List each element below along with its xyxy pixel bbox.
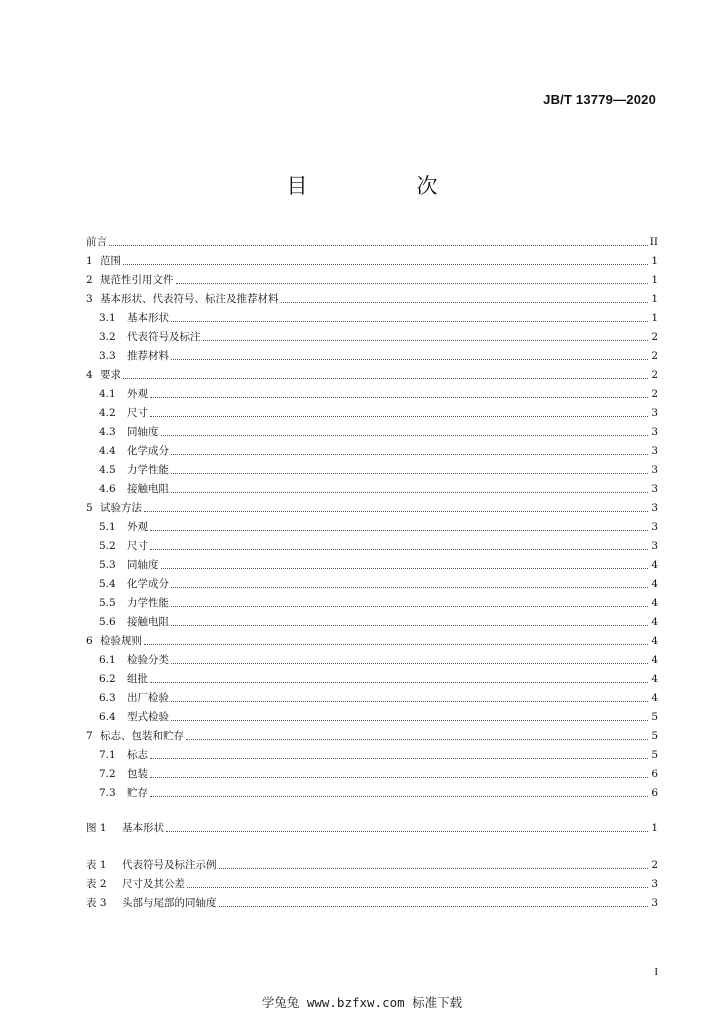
toc-title: 目 次: [286, 174, 482, 198]
entry-label: 外观: [127, 388, 148, 400]
dot-leader: [219, 867, 649, 869]
table-of-contents: [86, 230, 658, 910]
entry-label: 代表符号及标注示例: [122, 859, 217, 871]
entry-page: 4: [651, 578, 658, 590]
entry-label: 型式检验: [127, 711, 169, 723]
entry-label: 范围: [100, 255, 121, 267]
entry-number: 7: [86, 730, 93, 742]
entry-page: 3: [651, 897, 658, 909]
entry-number: 表 1: [86, 859, 107, 871]
entry-page: 4: [651, 673, 658, 685]
entry-label: 检验分类: [127, 654, 169, 666]
spacer: [86, 835, 658, 853]
toc-entry[interactable]: [86, 743, 658, 762]
entry-page: 3: [651, 540, 658, 552]
entry-number: 7.1: [99, 749, 116, 761]
toc-entry[interactable]: [86, 762, 658, 781]
entry-page: 3: [651, 521, 658, 533]
entry-number: 3.3: [99, 350, 116, 362]
toc-entry[interactable]: [86, 268, 658, 287]
entry-number: 6.2: [99, 673, 116, 685]
entry-label: 接触电阻: [127, 616, 169, 628]
entry-label: 化学成分: [127, 445, 169, 457]
toc-entry[interactable]: [86, 534, 658, 553]
toc-entry[interactable]: [86, 325, 658, 344]
entry-page: 1: [651, 255, 658, 267]
entry-number: 3.2: [99, 331, 116, 343]
toc-entry[interactable]: [86, 781, 658, 800]
dot-leader: [171, 453, 648, 455]
dot-leader: [186, 738, 648, 740]
toc-entry[interactable]: [86, 230, 658, 249]
entry-label: 标志、包装和贮存: [100, 730, 184, 742]
figure-entry[interactable]: [86, 816, 658, 835]
entry-label: 贮存: [127, 787, 148, 799]
entry-number: 1: [86, 255, 93, 267]
entry-label: 尺寸及其公差: [122, 878, 185, 890]
entry-number: 6.3: [99, 692, 116, 704]
toc-entry[interactable]: [86, 382, 658, 401]
dot-leader: [171, 700, 648, 702]
dot-leader: [176, 282, 649, 284]
dot-leader: [171, 320, 648, 322]
toc-entry[interactable]: [86, 458, 658, 477]
entry-label: 力学性能: [127, 597, 169, 609]
toc-entry[interactable]: [86, 724, 658, 743]
entry-label: 包装: [127, 768, 148, 780]
entry-label: 基本形状、代表符号、标注及推荐材料: [100, 293, 279, 305]
entry-page: 2: [651, 331, 658, 343]
entry-page: 2: [651, 859, 658, 871]
dot-leader: [171, 491, 648, 493]
entry-page: 6: [651, 768, 658, 780]
entry-label: 力学性能: [127, 464, 169, 476]
entry-page: 4: [651, 692, 658, 704]
entry-page: 1: [651, 274, 658, 286]
entry-number: 图 1: [86, 822, 107, 834]
dot-leader: [171, 358, 648, 360]
entry-page: 4: [651, 635, 658, 647]
entry-label: 外观: [127, 521, 148, 533]
entry-label: 试验方法: [100, 502, 142, 514]
entry-number: 5.3: [99, 559, 116, 571]
toc-entry[interactable]: [86, 553, 658, 572]
dot-leader: [203, 339, 649, 341]
entry-page: 5: [651, 730, 658, 742]
dot-leader: [123, 263, 648, 265]
entry-page: 5: [651, 711, 658, 723]
entry-label: 标志: [127, 749, 148, 761]
entry-page: 1: [651, 293, 658, 305]
entry-label: 同轴度: [127, 559, 159, 571]
entry-number: 4.6: [99, 483, 116, 495]
entry-number: 5.5: [99, 597, 116, 609]
entry-page: 4: [651, 597, 658, 609]
dot-leader: [150, 415, 648, 417]
entry-page: 2: [651, 388, 658, 400]
entry-page: 1: [651, 312, 658, 324]
entry-label: 出厂检验: [127, 692, 169, 704]
entry-page: 4: [651, 559, 658, 571]
entry-number: 3.1: [99, 312, 116, 324]
toc-entry[interactable]: [86, 287, 658, 306]
entry-page: II: [649, 236, 658, 248]
footer-watermark: 学兔兔 www.bzfxw.com 标准下载: [261, 995, 463, 1010]
toc-entry[interactable]: [86, 572, 658, 591]
dot-leader: [150, 681, 648, 683]
entry-label: 头部与尾部的同轴度: [122, 897, 217, 909]
toc-entry[interactable]: [86, 249, 658, 268]
entry-page: 3: [651, 407, 658, 419]
spacer: [86, 800, 658, 816]
toc-entry[interactable]: [86, 344, 658, 363]
dot-leader: [150, 757, 648, 759]
entry-number: 4.3: [99, 426, 116, 438]
dot-leader: [171, 472, 648, 474]
toc-entry[interactable]: [86, 477, 658, 496]
entry-page: 3: [651, 426, 658, 438]
toc-entry[interactable]: [86, 629, 658, 648]
dot-leader: [161, 567, 649, 569]
entry-number: 4: [86, 369, 93, 381]
entry-number: 6.1: [99, 654, 116, 666]
document-id: JB/T 13779—2020: [543, 92, 656, 107]
entry-number: 6.4: [99, 711, 116, 723]
dot-leader: [150, 396, 648, 398]
entry-page: 3: [651, 502, 658, 514]
page-number: I: [654, 966, 658, 978]
entry-page: 3: [651, 445, 658, 457]
entry-label: 基本形状: [122, 822, 164, 834]
entry-label: 尺寸: [127, 407, 148, 419]
dot-leader: [187, 886, 648, 888]
entry-number: 4.1: [99, 388, 116, 400]
entry-number: 7.2: [99, 768, 116, 780]
dot-leader: [171, 624, 648, 626]
dot-leader: [171, 719, 648, 721]
dot-leader: [161, 434, 649, 436]
entry-number: 4.4: [99, 445, 116, 457]
dot-leader: [150, 795, 648, 797]
entry-number: 4.2: [99, 407, 116, 419]
toc-entry[interactable]: [86, 610, 658, 629]
entry-page: 4: [651, 654, 658, 666]
dot-leader: [144, 643, 648, 645]
toc-entry[interactable]: [86, 496, 658, 515]
toc-entry[interactable]: [86, 420, 658, 439]
dot-leader: [150, 529, 648, 531]
entry-label: 接触电阻: [127, 483, 169, 495]
entry-label: 化学成分: [127, 578, 169, 590]
dot-leader: [171, 586, 648, 588]
dot-leader: [281, 301, 649, 303]
dot-leader: [150, 776, 648, 778]
entry-number: 5.6: [99, 616, 116, 628]
entry-page: 4: [651, 616, 658, 628]
toc-entry[interactable]: [86, 705, 658, 724]
entry-label: 推荐材料: [127, 350, 169, 362]
toc-entry[interactable]: [86, 591, 658, 610]
dot-leader: [123, 377, 648, 379]
dot-leader: [144, 510, 648, 512]
dot-leader: [109, 244, 648, 246]
toc-entry[interactable]: [86, 515, 658, 534]
entry-label: 检验规则: [100, 635, 142, 647]
entry-page: 1: [651, 822, 658, 834]
table-entry[interactable]: [86, 853, 658, 872]
toc-entry[interactable]: [86, 439, 658, 458]
dot-leader: [150, 548, 648, 550]
table-entry[interactable]: [86, 891, 658, 910]
entry-label: 尺寸: [127, 540, 148, 552]
entry-page: 3: [651, 464, 658, 476]
toc-entry[interactable]: [86, 401, 658, 420]
dot-leader: [166, 830, 648, 832]
entry-number: 5: [86, 502, 93, 514]
entry-page: 6: [651, 787, 658, 799]
entry-page: 3: [651, 878, 658, 890]
entry-number: 表 2: [86, 878, 107, 890]
dot-leader: [171, 605, 648, 607]
entry-label: 前言: [86, 236, 107, 248]
entry-label: 代表符号及标注: [127, 331, 201, 343]
entry-page: 5: [651, 749, 658, 761]
toc-entry[interactable]: [86, 363, 658, 382]
dot-leader: [171, 662, 648, 664]
entry-number: 5.2: [99, 540, 116, 552]
entry-page: 2: [651, 350, 658, 362]
entry-page: 3: [651, 483, 658, 495]
entry-number: 6: [86, 635, 93, 647]
entry-number: 表 3: [86, 897, 107, 909]
entry-page: 2: [651, 369, 658, 381]
entry-number: 2: [86, 274, 93, 286]
entry-label: 要求: [100, 369, 121, 381]
entry-number: 7.3: [99, 787, 116, 799]
toc-entry[interactable]: [86, 667, 658, 686]
entry-number: 3: [86, 293, 93, 305]
entry-number: 5.1: [99, 521, 116, 533]
entry-label: 同轴度: [127, 426, 159, 438]
toc-entry[interactable]: [86, 686, 658, 705]
table-entry[interactable]: [86, 872, 658, 891]
entry-label: 基本形状: [127, 312, 169, 324]
entry-label: 组批: [127, 673, 148, 685]
toc-entry[interactable]: [86, 306, 658, 325]
entry-label: 规范性引用文件: [100, 274, 174, 286]
entry-number: 5.4: [99, 578, 116, 590]
entry-number: 4.5: [99, 464, 116, 476]
toc-entry[interactable]: [86, 648, 658, 667]
dot-leader: [219, 905, 649, 907]
